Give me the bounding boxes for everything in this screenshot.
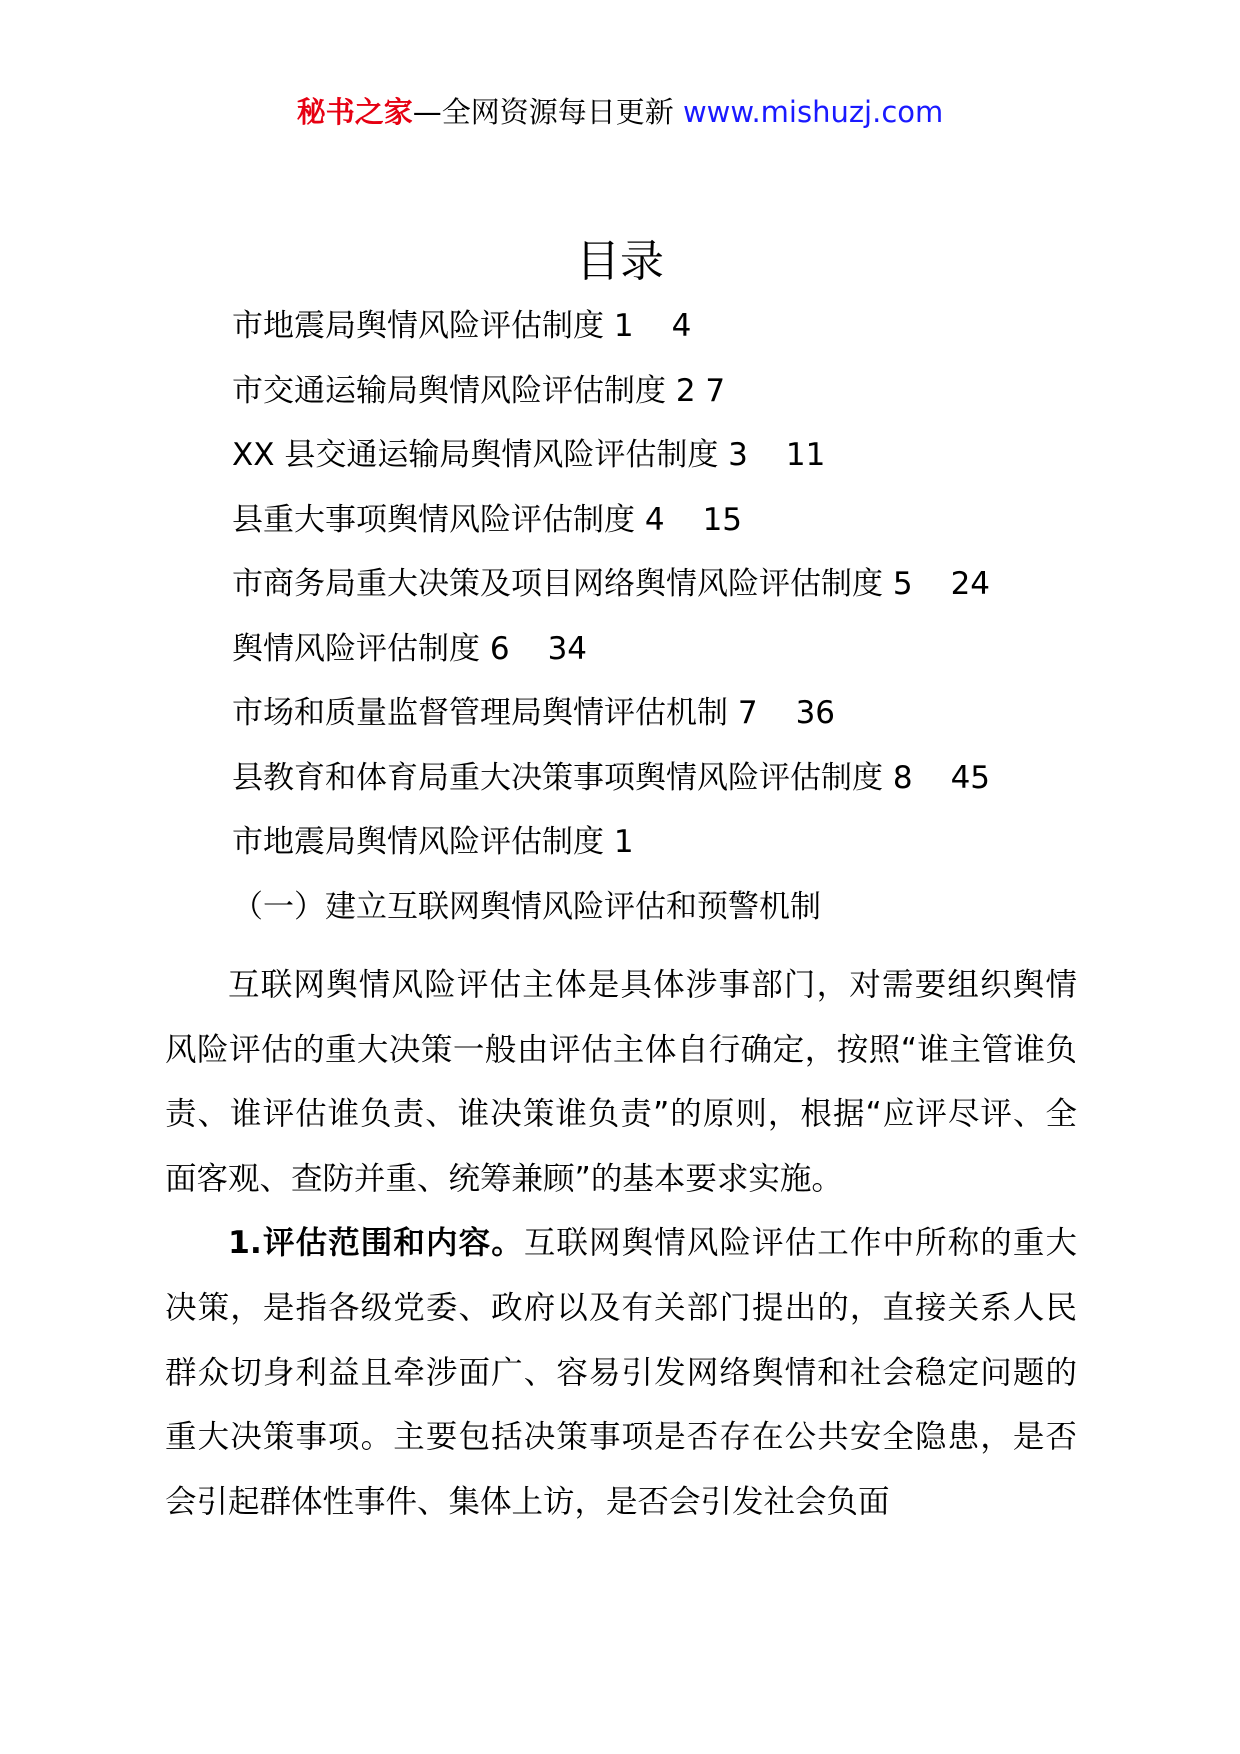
toc-entry-page: 24 (950, 566, 991, 602)
toc-entry-page: 34 (547, 630, 588, 667)
toc-entry-text: 市交通运输局舆情风险评估制度 2 7 (232, 372, 726, 409)
document-title: 目录 (576, 236, 664, 287)
toc-entry-text: 县教育和体育局重大决策事项舆情风险评估制度 8 (232, 759, 913, 796)
table-of-contents (232, 306, 1132, 951)
subsection-heading (232, 887, 1132, 952)
paragraph-1: 互联网舆情风险评估主体是具体涉事部门，对需要组织舆情风险评估的重大决策一般由评估主体自行确定，按照“谁主管谁负责、谁评估谁负责、谁决策谁负责”的原则，根据“应评尽评、全面客观、查防并重、统筹兼顾”的基本要求实施。 (165, 967, 1077, 1197)
toc-entry-page: 4 (671, 308, 692, 344)
toc-entry[interactable] (232, 629, 1132, 694)
toc-entry-text: XX 县交通运输局舆情风险评估制度 3 (232, 437, 748, 473)
toc-entry[interactable] (232, 693, 1132, 758)
paragraph-2-heading: 1.评估范围和内容。 (228, 1225, 524, 1262)
toc-entry-page: 15 (702, 501, 743, 538)
site-url[interactable]: www.mishuzj.com (682, 95, 944, 129)
paragraph-2 (165, 1211, 1077, 1534)
toc-entry-text: 市商务局重大决策及项目网络舆情风险评估制度 5 (232, 566, 913, 602)
toc-entry-text: 市地震局舆情风险评估制度 1 (232, 308, 634, 344)
section-heading (232, 822, 1132, 887)
toc-entry-page: 11 (785, 437, 826, 473)
body-text (165, 953, 1077, 1534)
page-header (0, 92, 1240, 132)
toc-entry-page: 36 (795, 695, 836, 731)
toc-entry[interactable] (232, 758, 1132, 823)
toc-entry-page: 45 (950, 759, 991, 796)
paragraph-2-text: 互联网舆情风险评估工作中所称的重大决策，是指各级党委、政府以及有关部门提出的，直接关系人民群众切身利益且牵涉面广、容易引发网络舆情和社会稳定问题的重大决策事项。主要包括决策事项是否存在公共安全隐患，是否会引起群体性事件、集体上访，是否会引发社会负面 (165, 1225, 1077, 1520)
toc-entry[interactable] (232, 435, 1132, 500)
toc-entry-text: 舆情风险评估制度 6 (232, 630, 510, 667)
toc-entry[interactable] (232, 500, 1132, 565)
toc-entry[interactable] (232, 306, 1132, 371)
toc-entry[interactable] (232, 371, 1132, 436)
subsection-heading-text: （一）建立互联网舆情风险评估和预警机制 (232, 888, 821, 925)
header-tagline: —全网资源每日更新 (412, 95, 674, 129)
section-heading-text: 市地震局舆情风险评估制度 1 (232, 824, 634, 860)
toc-entry[interactable] (232, 564, 1132, 629)
toc-entry-text: 市场和质量监督管理局舆情评估机制 7 (232, 695, 758, 731)
toc-entry-text: 县重大事项舆情风险评估制度 4 (232, 501, 665, 538)
brand-name: 秘书之家 (296, 95, 413, 129)
